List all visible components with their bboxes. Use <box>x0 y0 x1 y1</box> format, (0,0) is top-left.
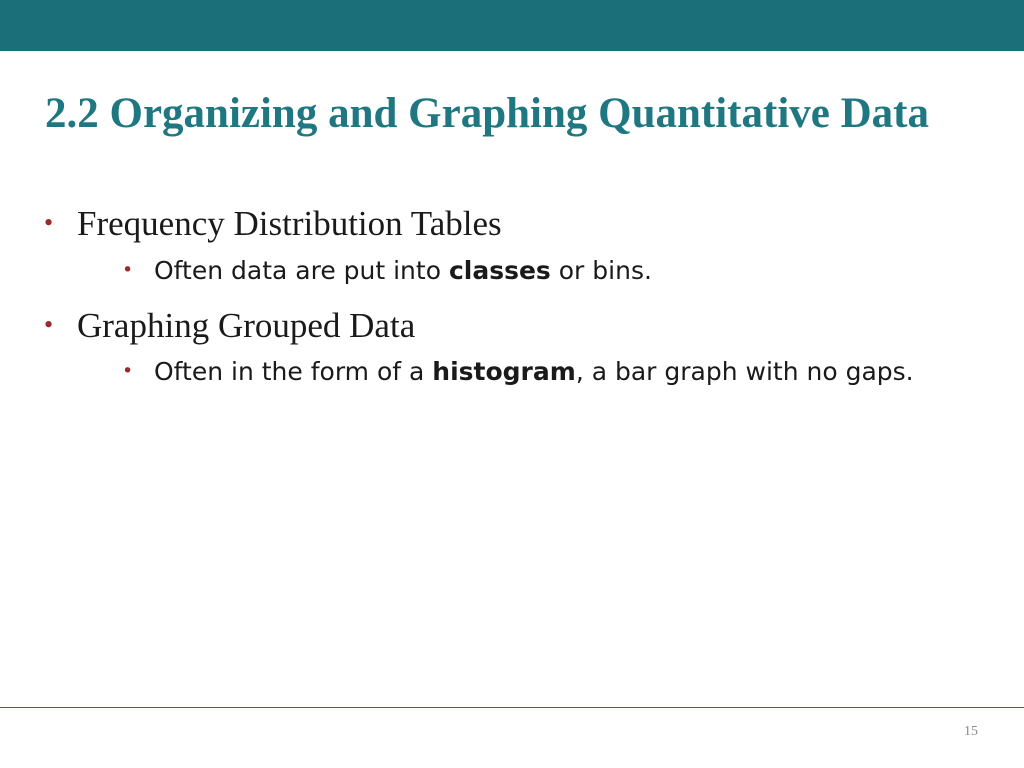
bullet-text: Frequency Distribution Tables <box>77 204 502 243</box>
footer-divider <box>0 707 1024 708</box>
bullet-dot-icon: • <box>122 259 134 281</box>
sub-bullet-text-after: or bins. <box>550 256 652 285</box>
sub-bullet-bold-term: histogram <box>432 357 576 386</box>
sub-bullet-item <box>122 355 914 388</box>
bullet-item <box>44 202 502 245</box>
bullet-dot-icon: • <box>44 208 54 237</box>
sub-bullet-item <box>122 254 652 287</box>
sub-bullet-text-before: Often data are put into <box>154 256 449 285</box>
sub-bullet-bold-term: classes <box>448 256 551 285</box>
sub-bullet-text-after: , a bar graph with no gaps. <box>575 357 914 386</box>
page-number: 15 <box>964 724 978 739</box>
sub-bullet-text-before: Often in the form of a <box>154 357 433 386</box>
slide-title: 2.2 Organizing and Graphing Quantitative Data <box>45 90 929 137</box>
bullet-item <box>44 304 415 347</box>
bullet-dot-icon: • <box>122 360 134 382</box>
header-bar <box>0 0 1024 51</box>
bullet-text: Graphing Grouped Data <box>77 306 416 345</box>
bullet-dot-icon: • <box>44 310 54 339</box>
